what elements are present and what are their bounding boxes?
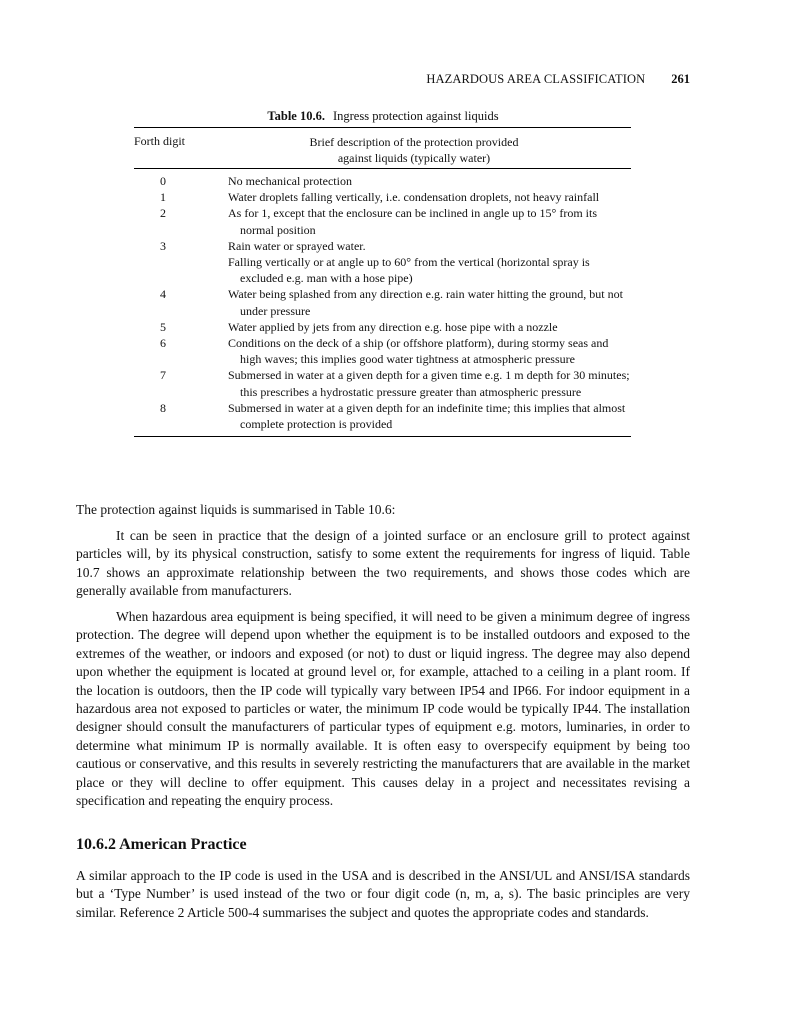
row-digit: 4	[160, 287, 166, 302]
table-row	[134, 238, 631, 254]
table-bottom-rule	[134, 436, 631, 437]
body-paragraph: A similar approach to the IP code is used in the USA and is described in the ANSI/UL and ANSI/ISA standards but a ‘Type Number’ is used instead of the two or four digit code (n, m, a, s). The basic principles are very similar. Reference 2 Article 500-4 summarises the subject and quotes the appropriate codes and standards.	[76, 868, 690, 920]
row-description: As for 1, except that the enclosure can be inclined in angle up to 15° from its normal position	[228, 206, 598, 237]
body-paragraph: When hazardous area equipment is being specified, it will need to be given a minimum degree of ingress protection. The degree will depend upon whether the equipment is to be installed outdoors and exposed to the extremes of the weather, or indoors and exposed (or not) to dust or liquid ingress. The degree may also depend upon whether the equipment is located at ground level or, for example, attached to a ceiling in a plant room. If the location is outdoors, then the IP code will typically vary between IP54 and IP66. For indoor equipment in a hazardous area not exposed to particles or water, the minimum IP code would be typically IP44. The installation designer should consult the manufacturers of particular types of equipment e.g. motors, luminaries, in order to determine what minimum IP is normally available. It is often easy to overspecify equipment by being too cautious or conservative, and this results in severely restricting the manufacturers that are available in the market place or they will decline to offer equipment. This causes delay in a project and necessitates revising a specification and repeating the enquiry process.	[76, 609, 690, 809]
row-digit: 1	[160, 190, 166, 205]
page-number: 261	[671, 72, 690, 86]
row-description: Submersed in water at a given depth for an indefinite time; this implies that almost complete protection is provided	[228, 400, 626, 432]
table-row	[134, 400, 631, 432]
ingress-protection-table	[134, 127, 631, 437]
row-description: No mechanical protection	[228, 174, 352, 188]
header-description-line1: Brief description of the protection provided	[309, 135, 519, 149]
body-paragraph: The protection against liquids is summarised in Table 10.6:	[76, 502, 396, 517]
row-description: Rain water or sprayed water.	[228, 238, 366, 253]
table-caption	[76, 109, 690, 124]
table-row	[134, 189, 631, 205]
table-row	[134, 335, 631, 367]
table-row	[134, 205, 631, 237]
header-forth-digit: Forth digit	[134, 134, 186, 148]
table-caption-label: Table 10.6.	[267, 109, 325, 123]
table-body	[134, 169, 631, 436]
table-row	[134, 286, 631, 318]
body-paragraph-1-block	[76, 501, 690, 519]
table-header	[134, 128, 631, 168]
section-heading: 10.6.2 American Practice	[76, 836, 247, 853]
row-description: Submersed in water at a given depth for a given time e.g. 1 m depth for 30 minutes; this prescribes a hydrostatic pressure greater than atmospheric pressure	[228, 368, 630, 399]
table-row	[134, 319, 631, 335]
row-description: Water droplets falling vertically, i.e. condensation droplets, not heavy rainfall	[228, 190, 600, 205]
row-digit: 0	[160, 174, 166, 188]
body-paragraph-3-block	[76, 608, 690, 810]
row-description: Water applied by jets from any direction e.g. hose pipe with a nozzle	[228, 319, 558, 334]
row-description: Conditions on the deck of a ship (or offshore platform), during stormy seas and high waves; this implies good water tightness at atmospheric pressure	[228, 336, 609, 367]
row-digit: 2	[160, 206, 166, 221]
table-row	[134, 173, 631, 189]
table-caption-text: Ingress protection against liquids	[332, 109, 499, 123]
body-paragraph-2-block	[76, 527, 690, 601]
running-head	[76, 72, 690, 87]
body-paragraph: It can be seen in practice that the design of a jointed surface or an enclosure grill to protect against particles will, by its physical construction, satisfy to some extent the requirements for ingress of liquid. Table 10.7 shows an approximate relationship between the two requirements, and shows those codes which are generally available from manufacturers.	[76, 528, 690, 599]
row-description: Water being splashed from any direction e.g. rain water hitting the ground, but not under pressure	[228, 287, 623, 318]
body-paragraph-4-block	[76, 867, 690, 922]
row-digit: 8	[160, 400, 166, 415]
row-description: Falling vertically or at angle up to 60° from the vertical (horizontal spray is excluded e.g. man with a hose pipe)	[228, 255, 590, 286]
table-row	[134, 254, 631, 286]
header-description	[284, 134, 544, 166]
row-digit: 5	[160, 319, 166, 334]
row-digit: 3	[160, 238, 166, 253]
table-row	[134, 367, 631, 399]
row-digit: 7	[160, 368, 166, 383]
row-digit: 6	[160, 336, 166, 351]
running-head-title: HAZARDOUS AREA CLASSIFICATION	[426, 72, 646, 86]
header-description-line2: against liquids (typically water)	[337, 151, 491, 165]
